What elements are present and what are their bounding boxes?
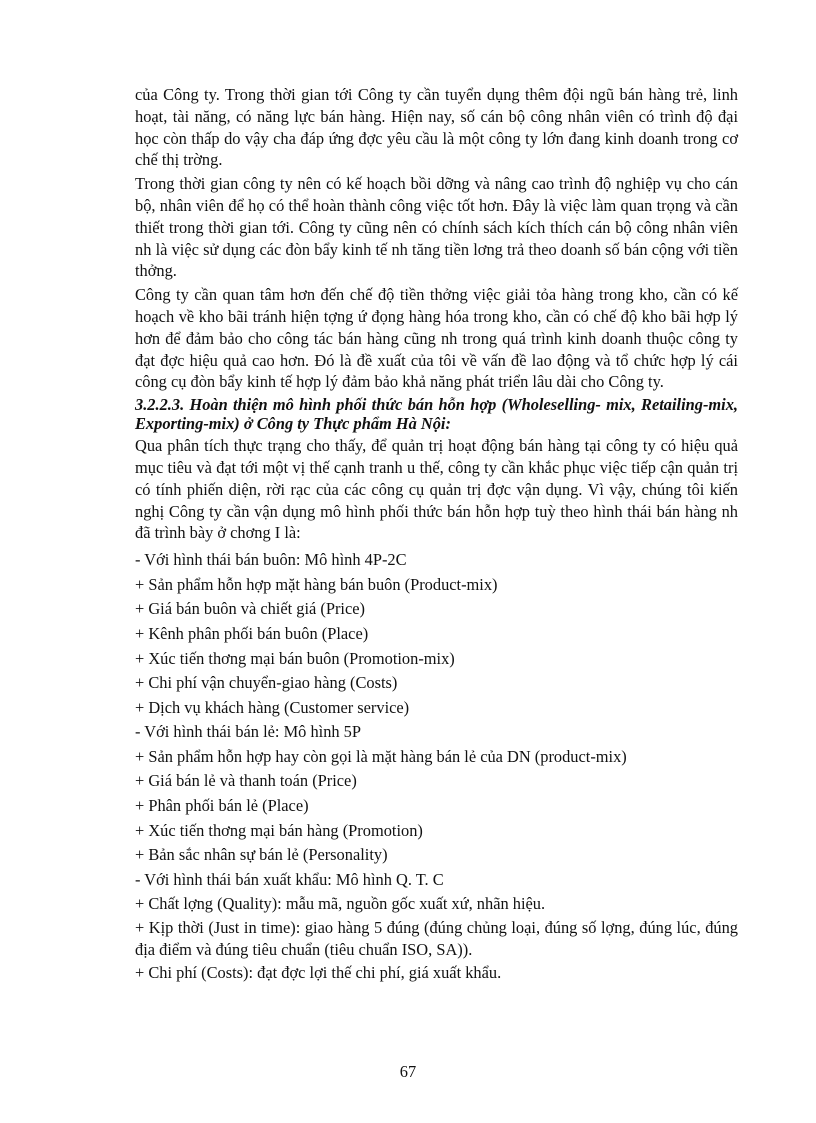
list-item: + Sản phẩm hỗn hợp mặt hàng bán buôn (Product-mix) [135, 574, 498, 594]
list-item: + Kịp thời (Just in time): giao hàng 5 đúng (đúng chủng loại, đúng số lợng, đúng lúc, đúng địa điểm và đúng tiêu chuẩn (tiêu chuẩn ISO, SA)). [135, 918, 738, 960]
paragraph-bonus-warehouse: Công ty cần quan tâm hơn đến chế độ tiền thởng việc giải tỏa hàng trong kho, cần có kế hoạch về kho bãi tránh hiện tợng ứ đọng hàng hóa trong kho, cần có chế độ kho bãi hợp lý hơn để đảm bảo cho công tác bán hàng cũng nh trong quá trình kinh doanh thuộc công ty đạt đợc hiệu quả cao hơn. Đó là đề xuất của tôi về vấn đề lao động và tổ chức hợp lý cái công cụ đòn bẩy kinh tế hợp lý đảm bảo khả năng phát triển lâu dài cho Công ty. [135, 285, 738, 392]
list-item: + Giá bán lẻ và thanh toán (Price) [135, 771, 357, 791]
list-item: + Chất lợng (Quality): mẫu mã, nguồn gốc xuất xứ, nhãn hiệu. [135, 894, 546, 914]
list-item: + Bản sắc nhân sự bán lẻ (Personality) [135, 845, 388, 865]
page-number: 67 [399, 1062, 417, 1081]
list-item: + Chi phí (Costs): đạt đợc lợi thế chi phí, giá xuất khẩu. [135, 963, 502, 983]
list-item: + Dịch vụ khách hàng (Customer service) [135, 697, 410, 717]
document-page [135, 84, 738, 986]
list-item: + Xúc tiến thơng mại bán hàng (Promotion) [135, 820, 423, 840]
paragraph-staff-training: Trong thời gian công ty nên có kế hoạch bồi dỡng và nâng cao trình độ nghiệp vụ cho cán bộ, nhân viên để họ có thể hoàn thành công việc tốt hơn. Đây là việc làm quan trọng và cần thiết trong thời gian tới. Công ty cũng nên có chính sách kích thích cán bộ công nhân viên nh là việc sử dụng các đòn bẩy kinh tế nh tăng tiền lơng trả theo doanh số bán cộng với tiền thởng. [135, 174, 738, 281]
list-item: - Với hình thái bán buôn: Mô hình 4P-2C [135, 550, 407, 570]
list-item: + Xúc tiến thơng mại bán buôn (Promotion-mix) [135, 648, 455, 668]
list-item: + Kênh phân phối bán buôn (Place) [135, 623, 369, 643]
paragraph-staff-recruitment: của Công ty. Trong thời gian tới Công ty cần tuyển dụng thêm đội ngũ bán hàng trẻ, linh hoạt, tài năng, có năng lực bán hàng. Hiện nay, số cán bộ công nhân viên có trình độ đại học còn thấp do vậy cha đáp ứng đợc yêu cầu là một công ty lớn đang kinh doanh trong cơ chế thị trờng. [135, 85, 738, 170]
list-item: + Phân phối bán lẻ (Place) [135, 796, 309, 816]
list-item: + Sản phẩm hỗn hợp hay còn gọi là mặt hàng bán lẻ của DN (product-mix) [135, 746, 627, 766]
intro-paragraph: Qua phân tích thực trạng cho thấy, để quản trị hoạt động bán hàng tại công ty có hiệu quả mục tiêu và đạt tới một vị thế cạnh tranh u thế, công ty cần khắc phục việc tiếp cận quản trị có tính phiến diện, rời rạc của các công cụ quản trị đợc vận dụng. Vì vậy, chúng tôi kiến nghị Công ty cần vận dụng mô hình phối thức bán hỗn hợp tuỳ theo hình thái bán hàng nh đã trình bày ở chơng I là: [135, 436, 738, 543]
sales-mix-list [135, 548, 738, 986]
section-heading: 3.2.2.3. Hoàn thiện mô hình phối thức bán hỗn hợp (Wholeselling- mix, Retailing-mix, Exporting-mix) ở Công ty Thực phẩm Hà Nội: [135, 395, 738, 434]
list-item: + Giá bán buôn và chiết giá (Price) [135, 599, 365, 619]
list-item: + Chi phí vận chuyển-giao hàng (Costs) [135, 673, 398, 693]
list-item: - Với hình thái bán lẻ: Mô hình 5P [135, 722, 361, 742]
list-item: - Với hình thái bán xuất khẩu: Mô hình Q. T. C [135, 869, 444, 889]
